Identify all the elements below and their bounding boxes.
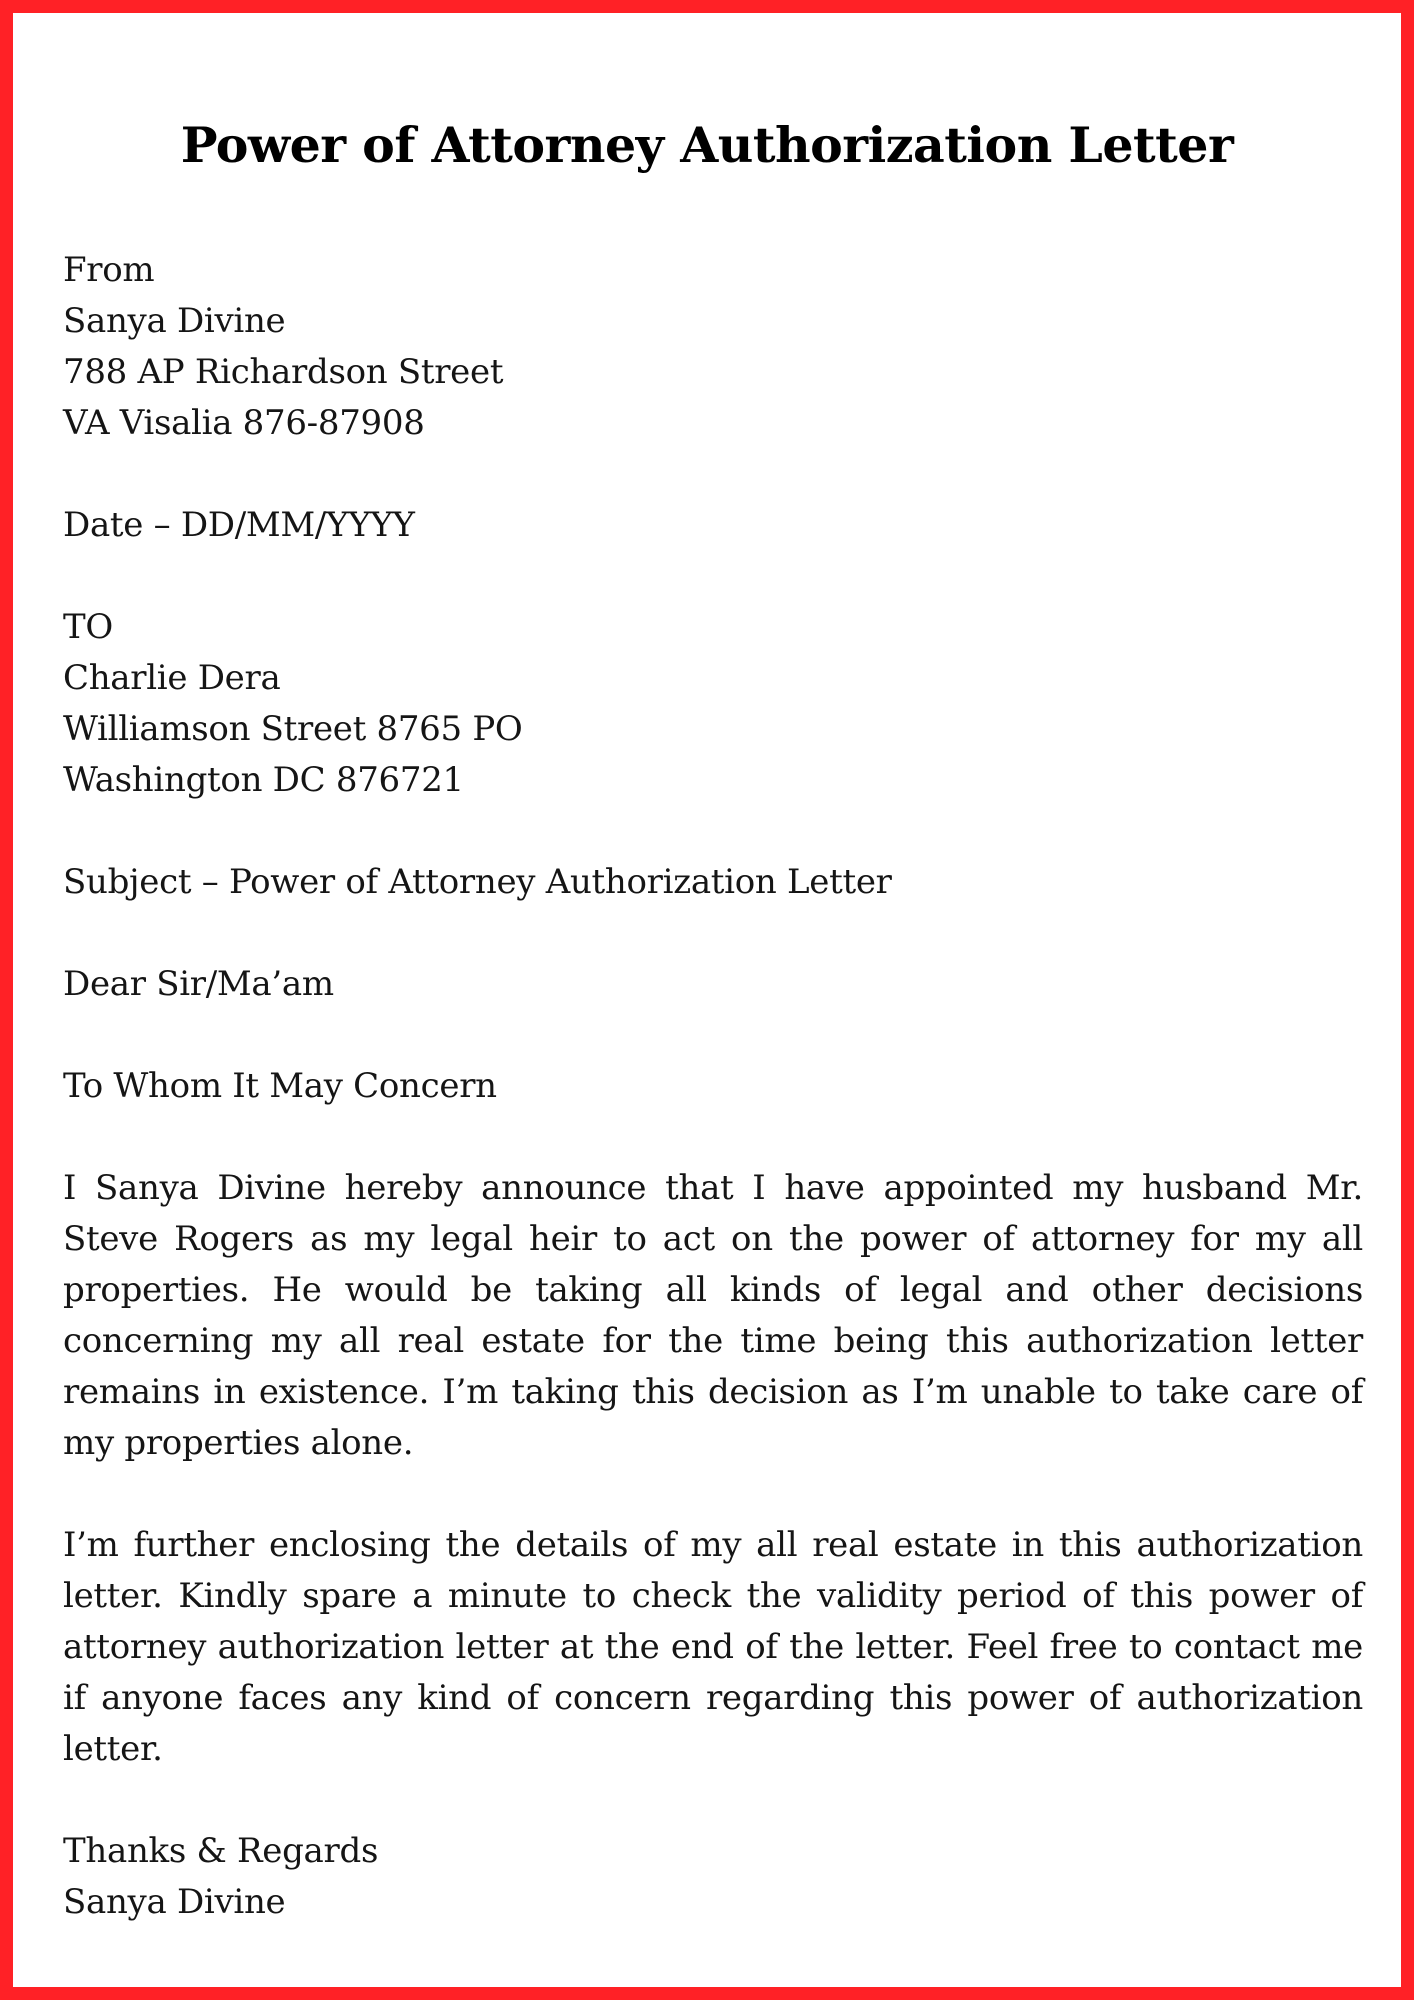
spacer [63,449,1363,500]
sender-street: 788 AP Richardson Street [63,352,504,392]
signature-block [63,1826,1363,1928]
letter-subject: Subject – Power of Attorney Authorization Letter [63,862,892,902]
recipient-name: Charlie Dera [63,658,281,698]
spacer [63,908,1363,959]
recipient-block [63,602,1363,806]
recipient-street: Williamson Street 8765 PO [63,709,523,749]
spacer [63,1469,1363,1520]
spacer [63,1112,1363,1163]
recipient-city: Washington DC 876721 [63,760,464,800]
spacer [63,1775,1363,1826]
to-label: TO [63,607,113,647]
spacer [63,806,1363,857]
sender-name: Sanya Divine [63,301,286,341]
from-label: From [63,250,155,290]
sender-city: VA Visalia 876-87908 [63,403,425,443]
opening-line: To Whom It May Concern [63,1066,497,1106]
closing-line: Thanks & Regards [63,1831,379,1871]
body-paragraph-1: I Sanya Divine hereby announce that I have appointed my husband Mr. Steve Rogers as my legal heir to act on the power of attorney for my all properties. He would be taking all kinds of legal and other decisions concerning my all real estate for the time being this authorization letter remains in existence. I’m taking this decision as I’m unable to take care of my properties alone. [63,1168,1363,1463]
letter-title: Power of Attorney Authorization Letter [180,116,1234,174]
sender-block [63,245,1363,449]
salutation: Dear Sir/Ma’am [63,964,334,1004]
letter-body [63,245,1363,1928]
letter-date: Date – DD/MM/YYYY [63,505,415,545]
spacer [63,551,1363,602]
spacer [63,1010,1363,1061]
signature-name: Sanya Divine [63,1882,286,1922]
body-paragraph-2: I’m further enclosing the details of my all real estate in this authorization letter. Kindly spare a minute to check the validity period of this power of attorney authorization letter at the end of the letter. Feel free to contact me if anyone faces any kind of concern regarding this power of authorization letter. [63,1525,1363,1769]
